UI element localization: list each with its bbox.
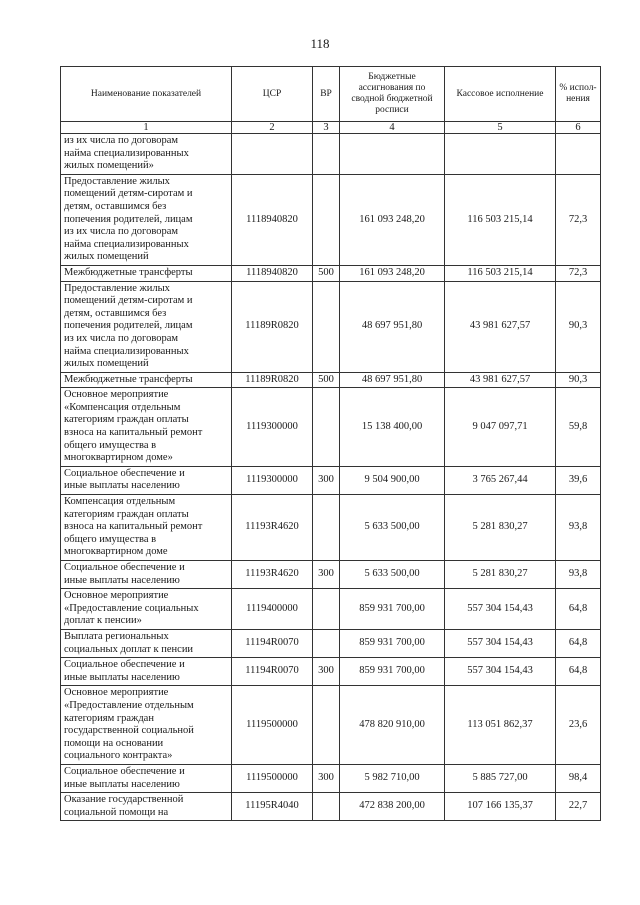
table-row	[61, 764, 601, 792]
row-name-cell: Социальное обеспечение и иные выплаты населению	[61, 658, 232, 686]
column-number: 2	[232, 122, 313, 134]
row-execution-cell: 557 304 154,43	[445, 658, 556, 686]
table-row	[61, 589, 601, 630]
row-budget-cell: 161 093 248,20	[340, 174, 445, 265]
header-percent: % испол-нения	[556, 67, 601, 122]
row-name-cell: Предоставление жилых помещений детям-сиротам и детям, оставшимся без попечения родителей, лицам из их числа по договорам найма специализированных жилых помещений	[61, 174, 232, 265]
table-row	[61, 372, 601, 388]
row-csr-cell: 11194R0070	[232, 658, 313, 686]
row-execution-cell: 557 304 154,43	[445, 629, 556, 657]
row-csr-cell: 11193R4620	[232, 495, 313, 561]
column-number-row	[61, 122, 601, 134]
row-csr-cell: 11194R0070	[232, 629, 313, 657]
row-name-cell: Межбюджетные трансферты	[61, 265, 232, 281]
row-percent-cell: 59,8	[556, 388, 601, 467]
row-csr-cell: 1118940820	[232, 174, 313, 265]
row-budget-cell: 859 931 700,00	[340, 589, 445, 630]
row-vr-cell	[313, 686, 340, 765]
row-budget-cell: 5 633 500,00	[340, 561, 445, 589]
row-execution-cell: 5 281 830,27	[445, 561, 556, 589]
row-name-cell: Социальное обеспечение и иные выплаты населению	[61, 466, 232, 494]
row-name-cell: Предоставление жилых помещений детям-сиротам и детям, оставшимся без попечения родителей, лицам из их числа по договорам найма специализированных жилых помещений	[61, 281, 232, 372]
row-csr-cell: 11189R0820	[232, 372, 313, 388]
row-percent-cell: 93,8	[556, 495, 601, 561]
row-name-cell: Выплата региональных социальных доплат к пенсии	[61, 629, 232, 657]
row-name-cell: Социальное обеспечение и иные выплаты населению	[61, 561, 232, 589]
row-vr-cell	[313, 495, 340, 561]
row-csr-cell: 1119300000	[232, 466, 313, 494]
row-percent-cell: 23,6	[556, 686, 601, 765]
row-vr-cell	[313, 629, 340, 657]
table-row	[61, 466, 601, 494]
row-execution-cell: 5 281 830,27	[445, 495, 556, 561]
table-row	[61, 686, 601, 765]
row-budget-cell: 478 820 910,00	[340, 686, 445, 765]
row-name-cell: Межбюджетные трансферты	[61, 372, 232, 388]
budget-execution-table	[60, 66, 601, 821]
row-execution-cell: 107 166 135,37	[445, 793, 556, 821]
row-name-cell: из их числа по договорам найма специализированных жилых помещений»	[61, 134, 232, 175]
row-execution-cell	[445, 134, 556, 175]
row-execution-cell: 3 765 267,44	[445, 466, 556, 494]
row-percent-cell: 72,3	[556, 174, 601, 265]
table-row	[61, 495, 601, 561]
row-vr-cell: 300	[313, 466, 340, 494]
row-budget-cell: 5 982 710,00	[340, 764, 445, 792]
row-csr-cell: 1118940820	[232, 265, 313, 281]
row-budget-cell: 15 138 400,00	[340, 388, 445, 467]
row-percent-cell: 72,3	[556, 265, 601, 281]
row-percent-cell: 22,7	[556, 793, 601, 821]
row-csr-cell: 11195R4040	[232, 793, 313, 821]
row-percent-cell: 98,4	[556, 764, 601, 792]
row-budget-cell: 859 931 700,00	[340, 658, 445, 686]
row-budget-cell: 48 697 951,80	[340, 372, 445, 388]
row-budget-cell: 5 633 500,00	[340, 495, 445, 561]
header-csr: ЦСР	[232, 67, 313, 122]
row-budget-cell: 161 093 248,20	[340, 265, 445, 281]
row-execution-cell: 9 047 097,71	[445, 388, 556, 467]
row-name-cell: Компенсация отдельным категориям граждан оплаты взноса на капитальный ремонт общего имущества в многоквартирном доме	[61, 495, 232, 561]
row-budget-cell	[340, 134, 445, 175]
table-row	[61, 265, 601, 281]
table-row	[61, 174, 601, 265]
row-execution-cell: 116 503 215,14	[445, 174, 556, 265]
row-csr-cell: 1119400000	[232, 589, 313, 630]
row-budget-cell: 859 931 700,00	[340, 629, 445, 657]
table-body	[61, 134, 601, 821]
row-name-cell: Оказание государственной социальной помощи на	[61, 793, 232, 821]
column-number: 4	[340, 122, 445, 134]
row-name-cell: Основное мероприятие «Предоставление социальных доплат к пенсии»	[61, 589, 232, 630]
row-percent-cell: 93,8	[556, 561, 601, 589]
row-execution-cell: 43 981 627,57	[445, 372, 556, 388]
row-vr-cell	[313, 174, 340, 265]
header-row	[61, 67, 601, 122]
row-percent-cell: 64,8	[556, 658, 601, 686]
row-percent-cell: 64,8	[556, 629, 601, 657]
header-name: Наименование показателей	[61, 67, 232, 122]
page-number: 118	[310, 36, 330, 51]
row-execution-cell: 116 503 215,14	[445, 265, 556, 281]
column-number: 6	[556, 122, 601, 134]
row-csr-cell	[232, 134, 313, 175]
row-vr-cell: 500	[313, 265, 340, 281]
table-row	[61, 793, 601, 821]
row-percent-cell: 64,8	[556, 589, 601, 630]
row-csr-cell: 1119500000	[232, 686, 313, 765]
header-budget: Бюджетные ассигнования по сводной бюджетной росписи	[340, 67, 445, 122]
row-percent-cell	[556, 134, 601, 175]
row-name-cell: Социальное обеспечение и иные выплаты населению	[61, 764, 232, 792]
header-execution: Кассовое исполнение	[445, 67, 556, 122]
row-percent-cell: 90,3	[556, 372, 601, 388]
column-number: 3	[313, 122, 340, 134]
row-vr-cell	[313, 589, 340, 630]
row-execution-cell: 5 885 727,00	[445, 764, 556, 792]
row-name-cell: Основное мероприятие «Компенсация отдельным категориям граждан оплаты взноса на капитальный ремонт общего имущества в многоквартирном доме»	[61, 388, 232, 467]
row-vr-cell	[313, 388, 340, 467]
row-budget-cell: 9 504 900,00	[340, 466, 445, 494]
row-vr-cell: 300	[313, 561, 340, 589]
row-vr-cell	[313, 281, 340, 372]
row-csr-cell: 1119500000	[232, 764, 313, 792]
column-number: 5	[445, 122, 556, 134]
table-row	[61, 281, 601, 372]
row-budget-cell: 472 838 200,00	[340, 793, 445, 821]
row-csr-cell: 11189R0820	[232, 281, 313, 372]
table-row	[61, 561, 601, 589]
row-vr-cell: 500	[313, 372, 340, 388]
column-number: 1	[61, 122, 232, 134]
row-execution-cell: 43 981 627,57	[445, 281, 556, 372]
row-name-cell: Основное мероприятие «Предоставление отдельным категориям граждан государственной социальной помощи на основании социального контракта»	[61, 686, 232, 765]
row-budget-cell: 48 697 951,80	[340, 281, 445, 372]
row-execution-cell: 557 304 154,43	[445, 589, 556, 630]
table-row	[61, 134, 601, 175]
row-vr-cell	[313, 793, 340, 821]
row-vr-cell: 300	[313, 658, 340, 686]
table-row	[61, 388, 601, 467]
row-execution-cell: 113 051 862,37	[445, 686, 556, 765]
row-vr-cell	[313, 134, 340, 175]
table-row	[61, 658, 601, 686]
header-vr: ВР	[313, 67, 340, 122]
row-percent-cell: 39,6	[556, 466, 601, 494]
row-csr-cell: 11193R4620	[232, 561, 313, 589]
table-row	[61, 629, 601, 657]
row-vr-cell: 300	[313, 764, 340, 792]
row-percent-cell: 90,3	[556, 281, 601, 372]
row-csr-cell: 1119300000	[232, 388, 313, 467]
